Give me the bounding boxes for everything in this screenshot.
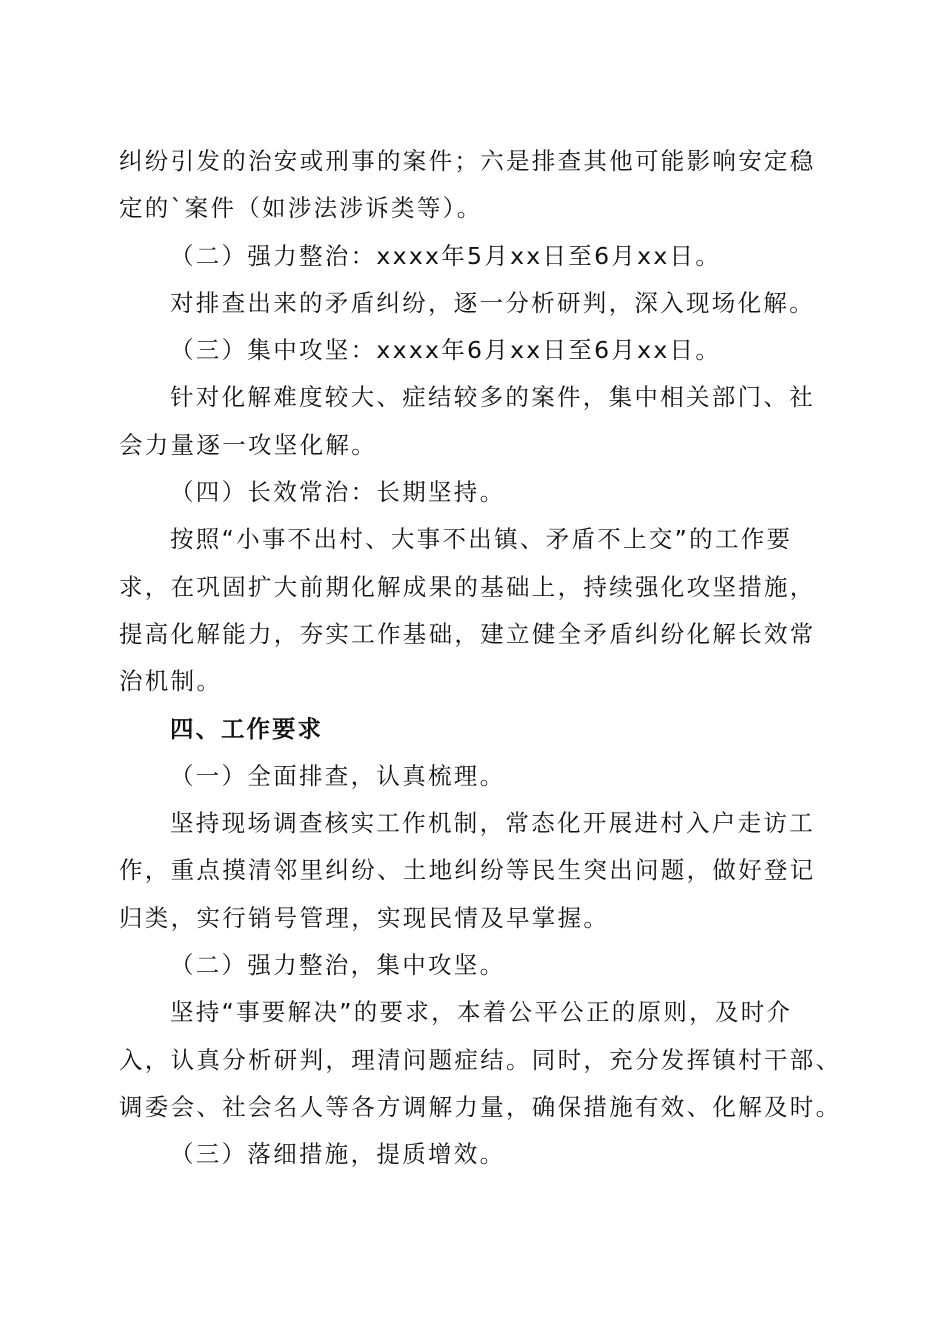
paragraph-first-line: 按照“小事不出村、大事不出镇、矛盾不上交”的工作要 [170, 525, 793, 554]
section-subheading: （三）落细措施，提质增效。 [170, 1140, 506, 1169]
section-subheading: （二）强力整治：xxxx年5月xx日至6月xx日。 [170, 241, 722, 270]
paragraph-first-line: 对排查出来的矛盾纠纷，逐一分析研判，深入现场化解。 [170, 288, 815, 317]
section-subheading: （三）集中攻坚：xxxx年6月xx日至6月xx日。 [170, 336, 722, 365]
text-line: 调委会、社会名人等各方调解力量，确保措施有效、化解及时。 [119, 1092, 842, 1121]
paragraph-first-line: 坚持现场调查核实工作机制，常态化开展进村入户走访工 [170, 809, 815, 838]
text-line: 归类，实行销号管理，实现民情及早掌握。 [119, 903, 610, 932]
section-subheading: （四）长效常治：长期坚持。 [170, 478, 506, 507]
text-line: 会力量逐一攻坚化解。 [119, 430, 377, 459]
section-subheading: （一）全面排查，认真梳理。 [170, 761, 506, 790]
section-heading: 四、工作要求 [170, 714, 323, 743]
text-line: 治机制。 [119, 667, 223, 696]
text-line: 作，重点摸清邻里纠纷、土地纠纷等民生突出问题，做好登记 [119, 856, 816, 885]
section-subheading: （二）强力整治，集中攻坚。 [170, 951, 506, 980]
document-page [119, 138, 842, 1179]
paragraph-first-line: 针对化解难度较大、症结较多的案件，集中相关部门、社 [170, 383, 815, 412]
text-line: 纠纷引发的治安或刑事的案件；六是排查其他可能影响安定稳 [119, 147, 816, 175]
text-line: 求，在巩固扩大前期化解成果的基础上，持续强化攻坚措施， [119, 572, 816, 601]
text-line: 提高化解能力，夯实工作基础，建立健全矛盾纠纷化解长效常 [119, 619, 816, 648]
text-line: 定的`案件（如涉法涉诉类等）。 [119, 194, 483, 223]
paragraph-first-line: 坚持“事要解决”的要求，本着公平公正的原则，及时介 [170, 998, 793, 1027]
text-line: 入，认真分析研判，理清问题症结。同时，充分发挥镇村干部、 [119, 1045, 842, 1074]
